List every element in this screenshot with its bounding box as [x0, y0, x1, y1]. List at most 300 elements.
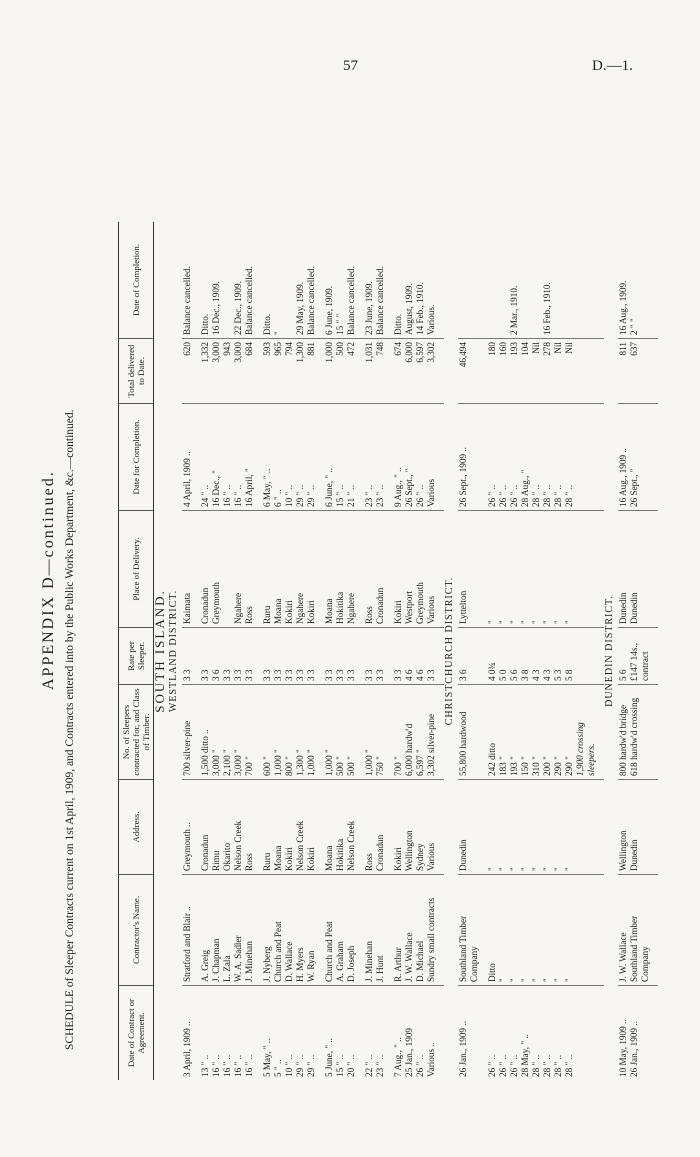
table-cell: D. Wallace: [284, 875, 295, 986]
table-cell: 4 3: [531, 628, 542, 685]
table-cell: Wellington: [618, 780, 629, 875]
table-cell: 2 Mar., 1910.: [509, 285, 520, 335]
table-cell: 700 silver-pine: [182, 685, 193, 780]
table-cell: 26 Sept., ": [629, 404, 651, 511]
table-cell: 16 " ..: [233, 404, 244, 511]
table-cell: Hokitika: [335, 511, 346, 628]
table-cell: 29 " ..: [306, 404, 317, 511]
table-cell: 1,000: [324, 339, 335, 404]
table-cell: A. Greig: [200, 875, 211, 986]
table-cell: Southland Timber Company: [629, 875, 651, 986]
table-cell: ": [564, 780, 575, 875]
table-cell: 472: [346, 339, 357, 404]
table-cell: 26 " ..: [487, 986, 498, 1081]
table-cell: 23 " ..: [375, 986, 386, 1081]
table-row: [200, 222, 211, 1080]
table-cell: Cronadun: [200, 780, 211, 875]
table-cell: 29 " ..: [295, 404, 306, 511]
table-row: [393, 222, 404, 1080]
table-cell: Cronadun: [200, 511, 211, 628]
table-cell: 10 " ..: [284, 404, 295, 511]
page-number: 57: [343, 58, 358, 74]
table-cell: J. W. Wallace: [618, 875, 629, 986]
table-cell: 150 ": [520, 685, 531, 780]
table-cell: [284, 222, 295, 339]
table-cell: Okarito: [222, 780, 233, 875]
table-cell: 3 6: [458, 628, 480, 685]
table-cell: A. Graham: [335, 875, 346, 986]
table-cell: Ross: [364, 511, 375, 628]
table-cell: 2,100 ": [222, 685, 233, 780]
table-cell: ": [273, 331, 284, 335]
table-cell: 28 " ..: [553, 404, 564, 511]
table-cell: 637: [629, 339, 651, 404]
table-cell: Ross: [244, 780, 255, 875]
table-cell: 21 " ..: [346, 404, 357, 511]
table-row: [284, 222, 295, 1080]
table-cell: ": [542, 780, 553, 875]
table-cell: Greymouth: [211, 511, 222, 628]
table-cell: 684: [244, 339, 255, 404]
table-cell: 26 " ..: [415, 986, 426, 1081]
column-header: Date of Completion.: [119, 222, 154, 339]
table-cell: [458, 222, 480, 339]
table-cell: 1,000 ": [273, 685, 284, 780]
table-row: [364, 222, 375, 1080]
table-cell: Sundry small contracts: [426, 875, 437, 986]
table-cell: 22 " ..: [364, 986, 375, 1081]
table-cell: 1,300 ": [295, 685, 306, 780]
table-cell: 26 " ..: [498, 986, 509, 1081]
table-row: [244, 222, 255, 1080]
table-cell: 4 6: [415, 628, 426, 685]
table-cell: D. Michael: [415, 875, 426, 986]
table-cell: R. Arthur: [393, 875, 404, 986]
table-cell: 28 " ..: [553, 986, 564, 1081]
table-cell: ": [553, 780, 564, 875]
table-cell: 6 June, " ..: [324, 404, 335, 511]
table-cell: Hokitika: [335, 780, 346, 875]
table-cell: 1,300: [295, 339, 306, 404]
table-cell: ": [520, 875, 531, 986]
table-cell: J. Nyberg: [262, 875, 273, 986]
table-row: [233, 222, 244, 1080]
section-heading: SOUTH ISLAND.: [152, 589, 168, 713]
table-cell: Moana: [324, 511, 335, 628]
spacer-row: [480, 222, 487, 1080]
table-cell: 160: [498, 339, 509, 404]
table-cell: 620: [182, 339, 193, 404]
appendix-title: APPENDIX D—continued.: [40, 470, 57, 690]
table-cell: 5 8: [564, 628, 575, 685]
table-cell: 26 " ..: [509, 404, 520, 511]
spacer-row: [357, 222, 364, 1080]
table-cell: Ruru: [262, 511, 273, 628]
table-cell: ": [531, 511, 542, 628]
table-cell: 180: [487, 339, 498, 404]
spacer-row: [437, 222, 444, 1080]
table-cell: Cronadun: [375, 511, 386, 628]
table-cell: Various: [426, 404, 437, 511]
table-cell: 3 3: [375, 628, 386, 685]
table-cell: Balance cancelled.: [375, 266, 386, 335]
table-cell: Ngahere: [233, 511, 244, 628]
table-cell: 3 3: [335, 628, 346, 685]
table-cell: 22 Dec., 1909.: [233, 281, 244, 335]
table-cell: W. Ryan: [306, 875, 317, 986]
table-cell: ": [487, 780, 498, 875]
table-cell: [487, 222, 498, 339]
table-cell: Dunedin: [458, 780, 480, 875]
table-cell: 3 3: [262, 628, 273, 685]
table-cell: 290 ": [553, 685, 564, 780]
table-cell: 3 3: [346, 628, 357, 685]
table-body: [154, 222, 659, 1080]
table-cell: Kokiri: [284, 511, 295, 628]
table-cell: Kokiri: [284, 780, 295, 875]
table-cell: 748: [375, 339, 386, 404]
table-cell: Ditto: [487, 875, 498, 986]
table-cell: 28 " ..: [564, 986, 575, 1081]
table-cell: Kokiri: [393, 511, 404, 628]
table-cell: Nelson Creek: [295, 780, 306, 875]
table-cell: 943: [222, 339, 233, 404]
table-cell: 3 3: [426, 628, 437, 685]
table-row: [335, 222, 346, 1080]
table-cell: Dunedin: [629, 780, 651, 875]
table-cell: 2 " ": [629, 318, 640, 335]
table-cell: Kaimata: [182, 511, 193, 628]
table-cell: Cronadun: [375, 780, 386, 875]
table-cell: 15 " ..: [335, 404, 346, 511]
table-cell: 3,302 silver-pine: [426, 685, 437, 780]
table-row: [375, 222, 386, 1080]
table-cell: [222, 222, 233, 339]
table-cell: Westport: [404, 511, 415, 628]
table-cell: 310 ": [531, 685, 542, 780]
table-cell: L. Zala: [222, 875, 233, 986]
table-cell: 1,000 ": [306, 685, 317, 780]
table-cell: 16 " ..: [244, 986, 255, 1081]
table-cell: 800 hardw'd bridge: [618, 685, 629, 780]
section-heading-row: [168, 222, 182, 1080]
table-cell: 3,000: [233, 339, 244, 404]
table-cell: 700 ": [244, 685, 255, 780]
table-cell: Kokiri: [306, 511, 317, 628]
table-row: [531, 222, 542, 1080]
table-cell: 16 Dec., ": [211, 404, 222, 511]
table-cell: Balance cancelled.: [306, 266, 317, 335]
table-cell: 6 " ..: [273, 404, 284, 511]
table-cell: 28 " ..: [531, 404, 542, 511]
table-row: [211, 222, 222, 1080]
table-cell: 13 " ..: [200, 986, 211, 1081]
table-cell: 104: [520, 339, 531, 404]
table-cell: 6 June, 1909.: [324, 286, 335, 335]
table-row: [182, 222, 193, 1080]
table-row: [346, 222, 357, 1080]
table-cell: 5 3: [553, 628, 564, 685]
table-cell: Various: [426, 511, 437, 628]
table-cell: 3 April, 1909 ..: [182, 986, 193, 1081]
table-cell: 5 6: [618, 628, 629, 685]
column-header: No. of Sleepers contracted for, and Class of Timber.: [119, 685, 154, 780]
table-cell: 500: [335, 339, 346, 404]
table-cell: 500 ": [335, 685, 346, 780]
table-cell: 14 Feb., 1910.: [415, 282, 426, 335]
table-row: [564, 222, 575, 1080]
table-row: [629, 222, 651, 1080]
table-cell: Wellington: [404, 780, 415, 875]
table-cell: J. Minehan: [364, 875, 375, 986]
table-cell: 15 " ..: [335, 986, 346, 1081]
table-cell: 5 " ..: [273, 986, 284, 1081]
table-cell: 28 Aug., ": [520, 404, 531, 511]
table-cell: 26 Sept., ": [404, 404, 415, 511]
table-cell: ": [509, 875, 520, 986]
table-cell: 29 May, 1909.: [295, 282, 306, 335]
table-cell: 3,000 ": [211, 685, 222, 780]
spacer-row: [386, 222, 393, 1080]
table-cell: Various.: [426, 304, 437, 335]
table-cell: J. Minehan: [244, 875, 255, 986]
table-cell: Greymouth: [415, 511, 426, 628]
table-cell: 811: [618, 339, 629, 404]
table-row: [273, 222, 284, 1080]
table-cell: 5 May, " ..: [262, 986, 273, 1081]
table-cell: 278: [542, 339, 553, 404]
table-cell: 3 3: [393, 628, 404, 685]
table-cell: Sydney: [415, 780, 426, 875]
table-cell: 6 May, " ..: [262, 404, 273, 511]
table-cell: 700 ": [393, 685, 404, 780]
table-cell: 3 6: [211, 628, 222, 685]
table-row: [542, 222, 553, 1080]
schedule-subtitle: SCHEDULE of Sleeper Contracts current on 1st April, 1909, and Contracts entered into by the Public Works Department, &c.—continued.: [64, 409, 76, 1050]
table-cell: Moana: [324, 780, 335, 875]
table-cell: ": [531, 780, 542, 875]
column-header: Date of Contract or Agreement.: [119, 986, 154, 1081]
table-cell: 16 April, ": [244, 404, 255, 511]
table-cell: 29 " ..: [306, 986, 317, 1081]
table-cell: Balance cancelled.: [244, 266, 255, 335]
table-cell: 10 May, 1909 ..: [618, 986, 629, 1081]
table-cell: ": [564, 511, 575, 628]
table-cell: Dunedin: [629, 511, 651, 628]
table-row: [618, 222, 629, 1080]
table-cell: 4 6: [404, 628, 415, 685]
section-heading: WESTLAND DISTRICT.: [168, 589, 180, 713]
table-cell: 6,000: [404, 339, 415, 404]
table-cell: ": [553, 511, 564, 628]
table-cell: 16 " ..: [233, 986, 244, 1081]
table-cell: Ross: [244, 511, 255, 628]
table-row: [509, 222, 520, 1080]
table-cell: 15 " ": [335, 313, 346, 335]
table-cell: 242 ditto: [487, 685, 498, 780]
table-cell: Nil: [564, 339, 575, 404]
table-cell: ": [487, 511, 498, 628]
table-cell: 55,800 hardwood: [458, 685, 480, 780]
table-cell: ": [498, 780, 509, 875]
table-cell: Balance cancelled.: [182, 266, 193, 335]
section-heading: DUNEDIN DISTRICT.: [604, 595, 616, 707]
column-header: Rate per Sleeper.: [119, 628, 154, 685]
spacer-row: [597, 222, 604, 1080]
bracket-note: 1,900 crossing sleepers.: [575, 685, 597, 780]
table-cell: 3,000 ": [233, 685, 244, 780]
table-cell: 26 " ..: [487, 404, 498, 511]
table-cell: J. W. Wallace: [404, 875, 415, 986]
table-cell: 16 " ..: [211, 986, 222, 1081]
table-row: [498, 222, 509, 1080]
table-cell: 593: [262, 339, 273, 404]
page-reference: D.—1.: [592, 58, 633, 74]
table-cell: 23 " ..: [364, 404, 375, 511]
table-cell: 26 Sept., 1909 ..: [458, 404, 480, 511]
table-cell: 25 Jan., 1909: [404, 986, 415, 1081]
table-cell: Stratford and Blair ..: [182, 875, 193, 986]
table-cell: 3 3: [200, 628, 211, 685]
bracket-note-row: [575, 222, 597, 1080]
table-cell: 16 " ..: [222, 404, 233, 511]
table-cell: 29 " ..: [295, 986, 306, 1081]
table-cell: 1,500 ditto ..: [200, 685, 211, 780]
table-cell: 46,494: [458, 339, 480, 404]
table-cell: 4 0¾: [487, 628, 498, 685]
table-cell: 5 6: [509, 628, 520, 685]
table-cell: 3 3: [182, 628, 193, 685]
table-cell: 16 Dec., 1909.: [211, 281, 222, 335]
table-cell: 24 " ..: [200, 404, 211, 511]
table-cell: 881: [306, 339, 317, 404]
table-cell: 10 " ..: [284, 986, 295, 1081]
table-cell: [553, 222, 564, 339]
table-cell: 16 Feb., 1910.: [542, 282, 553, 335]
table-cell: [222, 511, 233, 628]
rotated-schedule: [40, 40, 680, 1080]
table-cell: 23 June, 1909.: [364, 281, 375, 335]
section-heading-row: [444, 222, 458, 1080]
table-cell: Ngahere: [295, 511, 306, 628]
column-header: Contractor's Name.: [119, 875, 154, 986]
table-cell: ": [542, 511, 553, 628]
table-cell: ": [498, 511, 509, 628]
table-cell: Ngahere: [346, 511, 357, 628]
table-cell: 28 " ..: [542, 986, 553, 1081]
table-cell: 3 3: [233, 628, 244, 685]
section-heading: CHRISTCHURCH DISTRICT.: [444, 576, 456, 726]
table-cell: 1,000 ": [324, 685, 335, 780]
table-cell: Nelson Creek: [233, 780, 244, 875]
table-row: [426, 222, 437, 1080]
column-header: Date for Completion.: [119, 404, 154, 511]
table-cell: 200 ": [542, 685, 553, 780]
spacer-row: [193, 222, 200, 1080]
table-cell: August, 1909.: [404, 283, 415, 335]
table-cell: 23 " ..: [375, 404, 386, 511]
table-cell: 5 June, " ..: [324, 986, 335, 1081]
table-cell: ": [509, 780, 520, 875]
sleeper-contracts-table: [118, 222, 658, 1080]
table-cell: 3 3: [364, 628, 375, 685]
table-cell: Ruru: [262, 780, 273, 875]
table-cell: Ditto.: [262, 313, 273, 335]
table-row: [306, 222, 317, 1080]
column-header: Place of Delivery.: [119, 511, 154, 628]
table-cell: 4 April, 1909 ..: [182, 404, 193, 511]
spacer-row: [317, 222, 324, 1080]
table-cell: Ditto.: [200, 313, 211, 335]
table-cell: D. Joseph: [346, 875, 357, 986]
table-cell: 290 ": [564, 685, 575, 780]
table-cell: Moana: [273, 511, 284, 628]
table-cell: ": [509, 511, 520, 628]
table-cell: [564, 222, 575, 339]
table-cell: 6,597: [415, 339, 426, 404]
table-cell: 28 " ..: [564, 404, 575, 511]
table-cell: 20 " ..: [346, 986, 357, 1081]
table-cell: 28 " ..: [531, 986, 542, 1081]
table-cell: 600 ": [262, 685, 273, 780]
section-heading-row: [154, 222, 169, 1080]
table-cell: Ross: [364, 780, 375, 875]
table-cell: J. Hunt: [375, 875, 386, 986]
table-cell: Nelson Creek: [346, 780, 357, 875]
table-cell: 3 3: [222, 628, 233, 685]
table-row: [520, 222, 531, 1080]
table-cell: 3 8: [520, 628, 531, 685]
table-cell: 1,031: [364, 339, 375, 404]
table-cell: 193: [509, 339, 520, 404]
table-cell: ": [553, 875, 564, 986]
table-cell: 1,332: [200, 339, 211, 404]
table-row: [324, 222, 335, 1080]
table-cell: 3 3: [284, 628, 295, 685]
table-cell: 26 Jan., 1909 ..: [458, 986, 480, 1081]
table-cell: [531, 222, 542, 339]
table-cell: ": [520, 780, 531, 875]
table-cell: 6,597 ": [415, 685, 426, 780]
table-cell: ": [564, 875, 575, 986]
table-cell: Kokiri: [393, 780, 404, 875]
table-cell: 965: [273, 339, 284, 404]
table-cell: ": [520, 511, 531, 628]
table-cell: 674: [393, 339, 404, 404]
table-cell: 1,000 ": [364, 685, 375, 780]
table-cell: ": [531, 875, 542, 986]
table-cell: Ditto.: [393, 313, 404, 335]
section-heading-row: [604, 222, 618, 1080]
table-cell: Moana: [273, 780, 284, 875]
table-cell: Rimu: [211, 780, 222, 875]
table-cell: 794: [284, 339, 295, 404]
table-cell: 500 ": [346, 685, 357, 780]
table-cell: 3 3: [244, 628, 255, 685]
table-cell: Nil: [531, 339, 542, 404]
table-cell: ": [542, 875, 553, 986]
table-cell: Greymouth ..: [182, 780, 193, 875]
table-cell: 16 Aug., 1909 ..: [618, 404, 629, 511]
table-cell: 16 " ..: [222, 986, 233, 1081]
column-header: Total delivered to Date.: [119, 339, 154, 404]
table-row: [553, 222, 564, 1080]
table-cell: 26 " ..: [509, 986, 520, 1081]
table-cell: 16 Aug., 1909.: [618, 280, 629, 335]
table-cell: 3 3: [306, 628, 317, 685]
table-row: [222, 222, 233, 1080]
table-cell: Balance cancelled.: [346, 266, 357, 335]
